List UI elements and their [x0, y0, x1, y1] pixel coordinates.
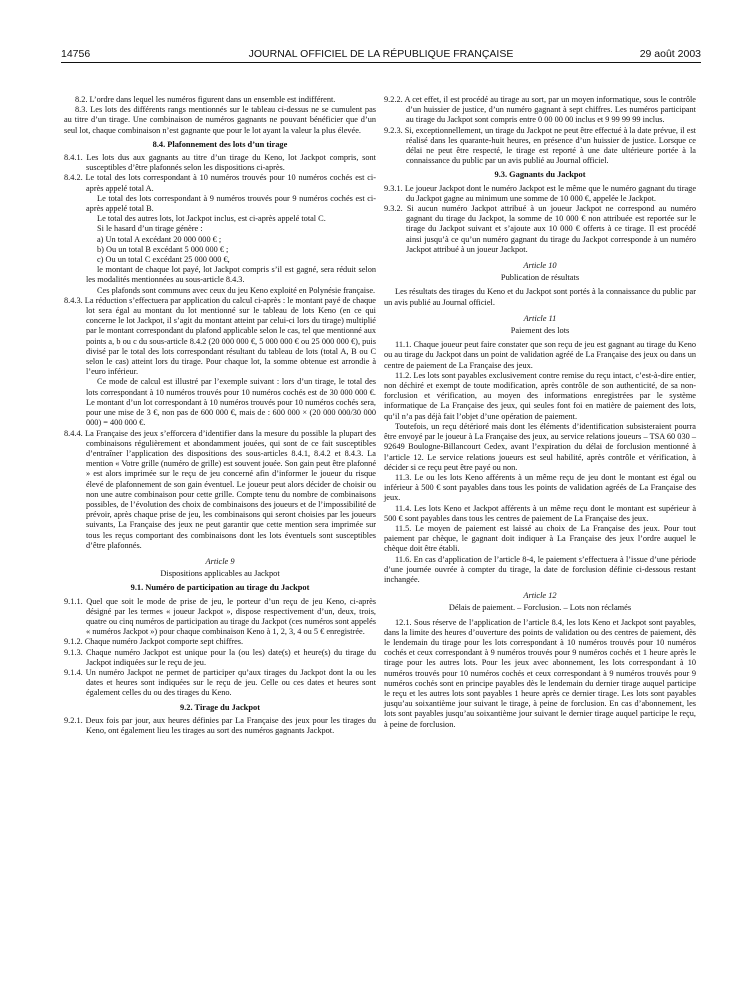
paragraph: le montant de chaque lot payé, lot Jackpot compris s’il est gagné, sera réduit selon les modalités mentionnées au sous-article 8.4.3. — [86, 265, 376, 285]
article-heading: Article 11 — [523, 313, 557, 323]
paragraph: 11.5. Le moyen de paiement est laissé au choix de La Française des jeux. Pour tout paiement par chèque, le gagnant doit indiquer à La Française des jeux l’ordre auquel le chèque doit être établi. — [384, 523, 696, 554]
section-heading: 9.2. Tirage du Jackpot — [180, 702, 260, 712]
article-heading: Article 10 — [523, 261, 557, 271]
paragraph: Ce mode de calcul est illustré par l’exemple suivant : lors d’un tirage, le total des lots correspondant à 10 numéros trouvés pour 10 numéros cochés est de 30 000 000 €. Le montant d’un lot correspondant à 10 numéros trouvés pour 10 numéros cochés sera, pour une mise de 3 €, non pas de 600 000 €, mais de : 600 000 × (20 000 000/30 000 000) = 400 000 €. — [86, 377, 376, 428]
header-rule — [61, 62, 701, 63]
paragraph: 8.4.3. La réduction s’effectuera par application du calcul ci-après : le montant payé de chaque lot sera égal au montant du lot mentionné sur le tableau de lots Keno (en ce qui concerne le lot Jackpot, il s’agit du montant atteint par celui-ci lors du tirage) multiplié par le montant correspondant du plafond applicable selon le cas, tel que mentionné aux points a, b ou c du sous-article 8.4.2 (20 000 000 €, 5 000 000 € ou 25 000 000 €), puis divisé par le total des lots correspondant résultant du tableau de lots (total A, B ou C selon le cas) atteint lors du tirage. Pour chaque lot, la somme obtenue est arrondie à l’euro inférieur. — [64, 295, 376, 377]
paragraph: b) Ou un total B excédant 5 000 000 € ; — [97, 244, 229, 254]
paragraph: Ces plafonds sont communs avec ceux du jeu Keno exploité en Polynésie française. — [97, 285, 376, 295]
section-heading: 9.3. Gagnants du Jackpot — [494, 170, 586, 180]
journal-title: JOURNAL OFFICIEL DE LA RÉPUBLIQUE FRANÇAISE — [248, 48, 514, 60]
article-heading: Article 12 — [523, 591, 557, 601]
page-number: 14756 — [61, 48, 91, 60]
paragraph: Le total des autres lots, lot Jackpot inclus, est ci-après appelé total C. — [97, 214, 326, 224]
section-heading: 9.1. Numéro de participation au tirage du Jackpot — [130, 583, 310, 593]
paragraph: 11.3. Le ou les lots Keno afférents à un même reçu de jeu dont le montant est égal ou inférieur à 500 € sont payables dans tous les points de validation agréés de La Française des jeux. — [384, 472, 696, 503]
publication-date: 29 août 2003 — [639, 48, 701, 60]
right-column — [384, 95, 696, 730]
paragraph: Si le hasard d’un tirage génère : — [97, 224, 203, 234]
article-title: Dispositions applicables au Jackpot — [160, 569, 280, 579]
page-header — [61, 44, 701, 62]
paragraph: 9.1.1. Quel que soit le mode de prise de jeu, le porteur d’un reçu de jeu Keno, ci-après désigné par les termes « joueur Jackpot », dispose respectivement d’un, deux, trois, quatre ou cinq numéros de participation au tirage du Jackpot (ces numéros sont appelés « numéros Jackpot ») pour chaque combinaison Keno à 1, 2, 3, 4 ou 5 € enregistrée. — [64, 596, 376, 637]
article-title: Paiement des lots — [510, 326, 570, 336]
paragraph: c) Ou un total C excédant 25 000 000 €, — [97, 255, 230, 265]
paragraph: 8.4.1. Les lots dus aux gagnants au titre d’un tirage du Keno, lot Jackpot compris, sont susceptibles d’être plafonnés selon les dispositions ci-après. — [64, 153, 376, 173]
paragraph: Toutefois, un reçu détérioré mais dont les éléments d’identification subsisteraient pourra être envoyé par le joueur à La Française des jeux, au service relations joueurs – TSA 60 030 – 92649 Boulogne-Billancourt Cedex, avant l’expiration du délai de forclusion mentionné à l’article 12. Le service relations joueurs est seul habilité, après contrôle et vérification, à décider si ce reçu peut être payé ou non. — [384, 421, 696, 472]
paragraph: 11.1. Chaque joueur peut faire constater que son reçu de jeu est gagnant au tirage du Keno ou au tirage du Jackpot dans un point de validation agréé de La Française des jeux ou dans un centre de paiement de La Française des jeux. — [384, 340, 696, 370]
paragraph: 8.2. L’ordre dans lequel les numéros figurent dans un ensemble est indifférent. — [75, 95, 336, 104]
paragraph: 9.3.2. Si aucun numéro Jackpot attribué à un joueur Jackpot ne correspond au numéro gagnant du tirage du Jackpot, la somme de 10 000 € non attribuée est reportée sur le tirage du Jackpot suivant et s’ajoute aux 10 000 € offerts à ce tirage. Il est procédé ainsi jusqu’à ce qu’un numéro gagnant du tirage du Jackpot corresponde à un numéro Jackpot attribué à un joueur Jackpot. — [384, 204, 696, 254]
paragraph: a) Un total A excédant 20 000 000 € ; — [97, 234, 222, 244]
paragraph: 11.6. En cas d’application de l’article 8-4, le paiement s’effectuera à l’issue d’une période d’une journée ouvrée à compter du tirage, la date de forclusion définie ci-dessous restant inchangée. — [384, 554, 696, 584]
left-column — [64, 95, 376, 736]
paragraph: 8.4.4. La Française des jeux s’efforcera d’identifier dans la mesure du possible la plupart des combinaisons régulièrement et abondamment jouées, qui sont de ce fait susceptibles d’entraîner l’application des dispositions des sous-articles 8.4.1, 8.4.2 et 8.4.3. La mention « Votre grille (numéro de grille) est souvent jouée. Son gain peut être plafonné » est alors imprimée sur le reçu de jeu concerné afin d’informer le joueur du risque élevé de plafonnement de son gain éventuel. Le joueur peut alors décider de choisir ou non une autre combinaison pour cette grille. Compte tenu du nombre de combinaisons possibles, de l’évolution des choix de combinaisons des joueurs et de l’impossibilité de prévoir, après chaque prise de jeu, les combinaisons qui seront choisies par les joueurs suivants, La Française des jeux ne peut garantir que cette mention sera imprimée sur tous les reçus comportant des combinaisons dont les lots éventuels sont susceptibles d’être plafonnés. — [64, 428, 376, 550]
paragraph: 8.4.2. Le total des lots correspondant à 10 numéros trouvés pour 10 numéros cochés est ci-après appelé total A. — [64, 173, 376, 193]
article-heading: Article 9 — [205, 556, 235, 566]
paragraph: 11.2. Les lots sont payables exclusivement contre remise du reçu intact, c’est-à-dire entier, non déchiré et exempt de toute modification, après contrôle de son authenticité, de sa non-forclusion et vérification, au moyen des informations enregistrées par le système informatique de La Française des jeux, qui seules font foi en matière de paiement des lots, qu’il n’a pas déjà fait l’objet d’une opération de paiement. — [384, 370, 696, 421]
paragraph: Le total des lots correspondant à 9 numéros trouvés pour 9 numéros cochés est ci-après appelé total B. — [86, 193, 376, 214]
paragraph: 9.2.2. A cet effet, il est procédé au tirage au sort, par un moyen informatique, sous le contrôle d’un huissier de justice, d’un numéro gagnant à sept chiffres. Les numéros participant au tirage du Jackpot sont compris entre 0 00 00 00 inclus et 9 99 99 99 inclus. — [384, 95, 696, 125]
paragraph: Les résultats des tirages du Keno et du Jackpot sont portés à la connaissance du public par un avis publié au Journal officiel. — [384, 287, 696, 307]
article-title: Publication de résultats — [500, 273, 580, 283]
paragraph: 9.1.3. Chaque numéro Jackpot est unique pour la (ou les) date(s) et heure(s) du tirage du Jackpot indiquées sur le reçu de jeu. — [64, 647, 376, 667]
paragraph: 9.3.1. Le joueur Jackpot dont le numéro Jackpot est le même que le numéro gagnant du tirage du Jackpot gagne au minimum une somme de 10 000 €, appelée le Jackpot. — [384, 183, 696, 203]
paragraph: 12.1. Sous réserve de l’application de l’article 8.4, les lots Keno et Jackpot sont payables, dans la limite des heures d’ouverture des points de validation ou des centres de paiement, dès le lendemain du tirage pour les lots correspondant à 10 numéros trouvés pour 10 numéros cochés et ceux correspondant à 9 numéros trouvés pour 9 numéros cochés et 1 heure après le tirage pour les autres lots. Pour les jeux avec abonnement, les lots correspondant à 10 numéros trouvés pour 10 numéros cochés et ceux correspondant à 9 numéros trouvés pour 9 numéros cochés sont en principe payables dès le lendemain du dernier tirage auquel participe le reçu et les autres lots sont payables 1 heure après ce dernier tirage. Les lots sont payables jusqu’au soixantième jour suivant le tirage, à peine de forclusion. En cas d’abonnement, les lots sont payables jusqu’au soixantième jour suivant le dernier tirage auquel participe le reçu, à peine de forclusion. — [384, 617, 696, 729]
paragraph: 9.1.4. Un numéro Jackpot ne permet de participer qu’aux tirages du Jackpot dont la ou les dates et heures sont indiquées sur le reçu de jeu. Celle ou ces dates et heures sont également celles du ou des tirages du Keno. — [64, 667, 376, 698]
paragraph: 9.2.3. Si, exceptionnellement, un tirage du Jackpot ne peut être effectué à la date prévue, il est réalisé dans les quarante-huit heures, en présence d’un huissier de justice. Lorsque ce délai ne peut être respecté, le tirage est reporté à une date ultérieure portée à la connaissance du public par un avis publié au Journal officiel. — [384, 125, 696, 166]
paragraph: 9.2.1. Deux fois par jour, aux heures définies par La Française des jeux pour les tirages du Keno, ont également lieu les tirages au sort des numéros gagnants Jackpot. — [64, 715, 376, 735]
paragraph: 9.1.2. Chaque numéro Jackpot comporte sept chiffres. — [64, 637, 244, 647]
section-heading: 8.4. Plafonnement des lots d’un tirage — [152, 139, 288, 149]
article-title: Délais de paiement. – Forclusion. – Lots non réclamés — [448, 603, 632, 613]
paragraph: 8.3. Les lots des différents rangs mentionnés sur le tableau ci-dessus ne se cumulent pas au titre d’un tirage. Une combinaison de numéros gagnants ne pouvant bénéficier que d’un seul lot, chaque combinaison n’est gagnante que pour le lot ayant la valeur la plus élevée. — [64, 105, 376, 135]
paragraph: 11.4. Les lots Keno et Jackpot afférents à un même reçu dont le montant est supérieur à 500 € sont payables dans tous les centres de paiement de La Française des jeux. — [384, 503, 696, 523]
